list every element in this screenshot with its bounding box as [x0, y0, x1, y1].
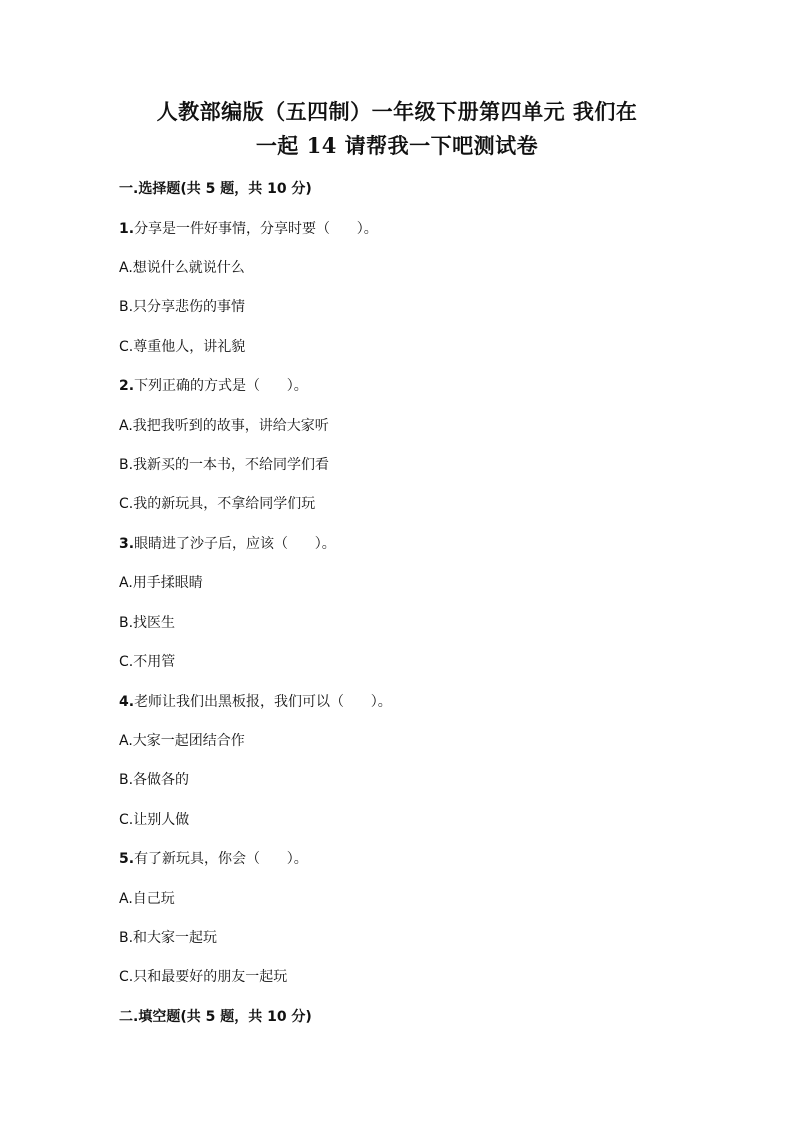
section-heading-fill-in: 二.填空题(共 5 题，共 10 分) — [119, 1009, 312, 1025]
question-2 — [119, 375, 308, 395]
question-number: 3. — [119, 536, 135, 552]
question-number: 1. — [119, 221, 135, 237]
question-stem: 眼睛进了沙子后，应该（ ）。 — [134, 536, 336, 552]
question-stem: 分享是一件好事情，分享时要（ ）。 — [134, 221, 378, 237]
option-5b: B.和大家一起玩 — [119, 930, 218, 946]
question-stem: 下列正确的方式是（ ）。 — [134, 378, 308, 394]
question-stem: 老师让我们出黑板报，我们可以（ ）。 — [134, 694, 392, 710]
option-2b: B.我新买的一本书，不给同学们看 — [119, 457, 330, 473]
option-1c: C.尊重他人，讲礼貌 — [119, 339, 246, 355]
option-4c: C.让别人做 — [119, 812, 190, 828]
option-2c: C.我的新玩具，不拿给同学们玩 — [119, 496, 316, 512]
option-2a: A.我把我听到的故事，讲给大家听 — [119, 418, 329, 434]
question-1 — [119, 218, 378, 238]
option-4a: A.大家一起团结合作 — [119, 733, 245, 749]
question-number: 5. — [119, 851, 135, 867]
option-1b: B.只分享悲伤的事情 — [119, 299, 246, 315]
question-5 — [119, 848, 308, 868]
option-1a: A.想说什么就说什么 — [119, 260, 245, 276]
question-stem: 有了新玩具，你会（ ）。 — [134, 851, 308, 867]
question-4 — [119, 691, 392, 711]
option-3b: B.找医生 — [119, 615, 176, 631]
question-number: 2. — [119, 378, 135, 394]
section-heading-choice: 一.选择题(共 5 题，共 10 分) — [119, 181, 312, 197]
page-title-line-2: 一起 14 请帮我一下吧测试卷 — [255, 133, 539, 158]
question-3 — [119, 533, 336, 553]
option-4b: B.各做各的 — [119, 772, 190, 788]
option-3c: C.不用管 — [119, 654, 176, 670]
question-number: 4. — [119, 694, 135, 710]
option-5a: A.自己玩 — [119, 891, 175, 907]
option-5c: C.只和最要好的朋友一起玩 — [119, 969, 288, 985]
page-title-line-1: 人教部编版（五四制）一年级下册第四单元 我们在 — [156, 99, 638, 124]
option-3a: A.用手揉眼睛 — [119, 575, 203, 591]
